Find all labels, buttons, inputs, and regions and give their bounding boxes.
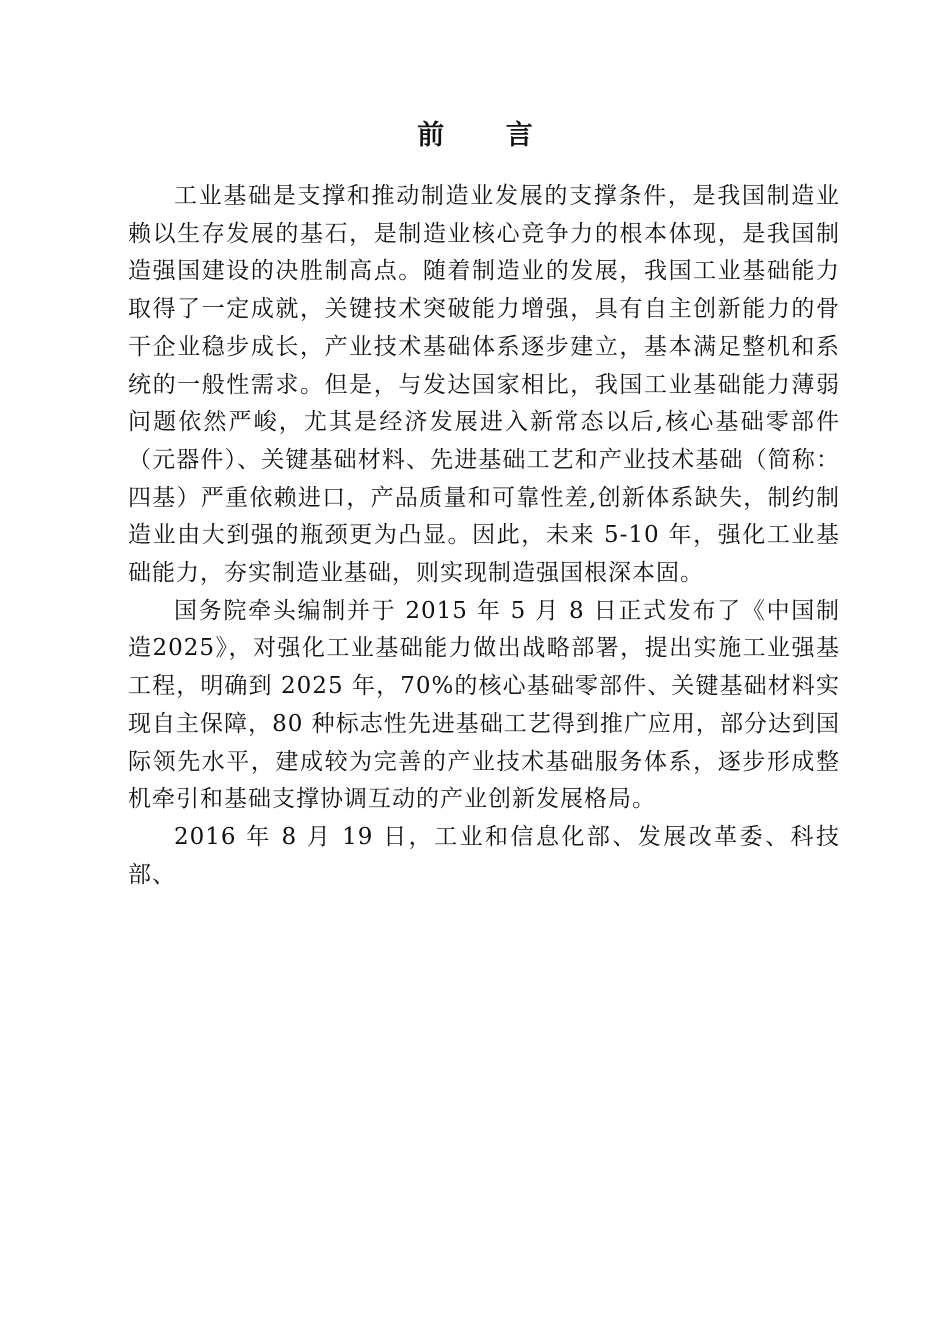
document-body — [128, 178, 840, 894]
paragraph-2016-announcement: 2016 年 8 月 19 日，工业和信息化部、发展改革委、科技部、 — [128, 823, 840, 888]
paragraph-intro: 工业基础是支撑和推动制造业发展的支撑条件，是我国制造业赖以生存发展的基石，是制造业核心竞争力的根本体现，是我国制造强国建设的决胜制高点。随着制造业的发展，我国工业基础能力取得了一定成就，关键技术突破能力增强，具有自主创新能力的骨干企业稳步成长，产业技术基础体系逐步建立，基本满足整机和系统的一般性需求。但是，与发达国家相比，我国工业基础能力薄弱问题依然严峻，尤其是经济发展进入新常态以后,核心基础零部件（元器件）、关键基础材料、先进基础工艺和产业技术基础（简称：四基）严重依赖进口，产品质量和可靠性差,创新体系缺失，制约制造业由大到强的瓶颈更为凸显。因此，未来 5-10 年，强化工业基础能力，夯实制造业基础，则实现制造强国根深本固。 — [128, 183, 840, 587]
paragraph-made-in-china-2025: 国务院牵头编制并于 2015 年 5 月 8 日正式发布了《中国制造2025》，对强化工业基础能力做出战略部署，提出实施工业强基工程，明确到 2025 年，70%的核心基础零部件、关键基础材料实现自主保障，80 种标志性先进基础工艺得到推广应用，部分达到国际领先水平，建成较为完善的产业技术基础服务体系，逐步形成整机牵引和基础支撑协调互动的产业创新发展格局。 — [128, 597, 840, 813]
page-title: 前 言 — [417, 120, 559, 151]
